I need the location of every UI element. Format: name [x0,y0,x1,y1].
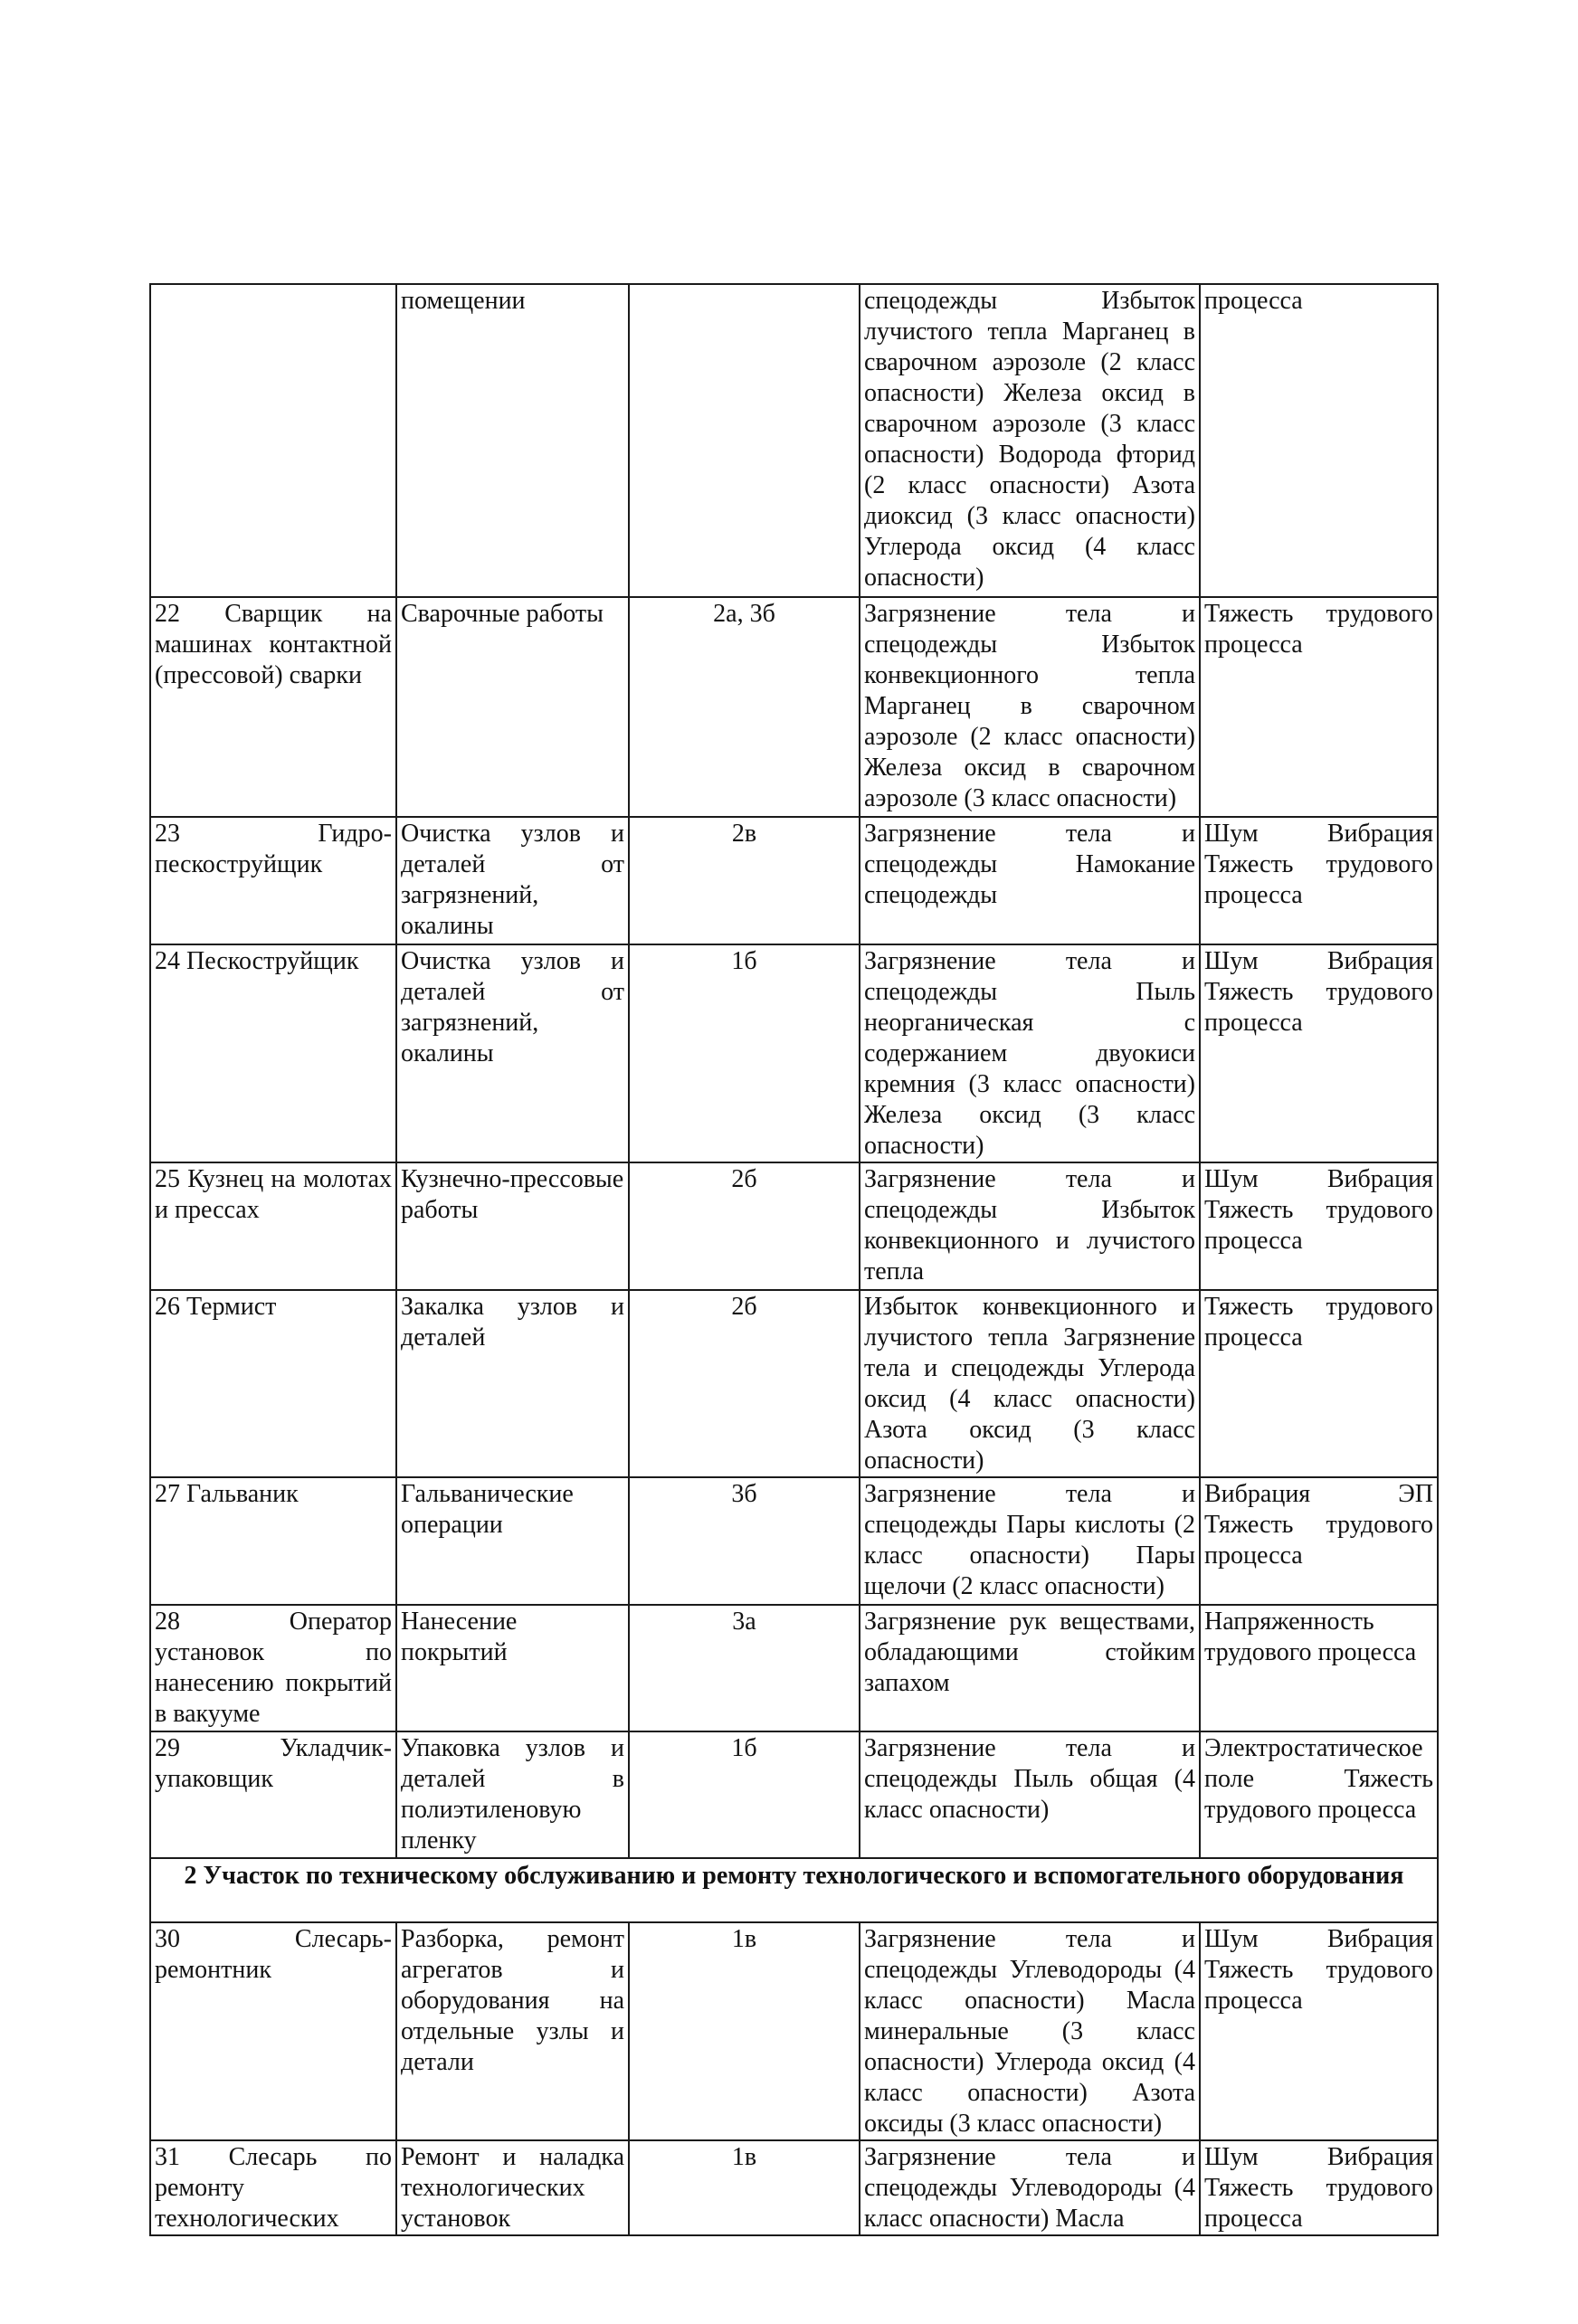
process-cell: Шум Вибрация Тяжесть трудового процесса [1200,817,1438,944]
work-cell: Закалка узлов и деталей [396,1290,629,1477]
factors-cell: Загрязнение тела и спецодежды Углеводороды (4 класс опасности) Масла минеральные (3 класс опасности) Углерода оксид (4 класс опасности) Азота оксиды (3 класс опасности) [860,1922,1200,2140]
table-row [150,817,1438,944]
work-cell: Очистка узлов и деталей от загрязнений, окалины [396,817,629,944]
code-cell [629,284,860,597]
process-cell: Шум Вибрация Тяжесть трудового процесса [1200,1162,1438,1290]
section-header-row [150,1858,1438,1922]
code-cell: 1б [629,1731,860,1858]
profession-cell [150,284,396,597]
work-cell: Гальванические операции [396,1477,629,1605]
work-cell: Кузнечно-прессовые работы [396,1162,629,1290]
process-cell: Тяжесть трудового процесса [1200,597,1438,817]
code-cell: 1в [629,2140,860,2235]
factors-cell: Загрязнение тела и спецодежды Пыль общая (4 класс опасности) [860,1731,1200,1858]
profession-cell: 25 Кузнец на молотах и прессах [150,1162,396,1290]
table-row [150,2140,1438,2235]
work-cell: Ремонт и наладка технологических установок [396,2140,629,2235]
factors-cell: Загрязнение тела и спецодежды Углеводороды (4 класс опасности) Масла [860,2140,1200,2235]
process-cell: Шум Вибрация Тяжесть трудового процесса [1200,2140,1438,2235]
factors-cell: спецодежды Избыток лучистого тепла Марганец в сварочном аэрозоле (2 класс опасности) Железа оксид в сварочном аэрозоле (3 класс опасности) Водорода фторид (2 класс опасности) Азота диоксид (3 класс опасности) Углерода оксид (4 класс опасности) [860,284,1200,597]
work-cell: Очистка узлов и деталей от загрязнений, окалины [396,944,629,1162]
profession-cell: 26 Термист [150,1290,396,1477]
process-cell: Электростатическое поле Тяжесть трудового процесса [1200,1731,1438,1858]
process-cell: Шум Вибрация Тяжесть трудового процесса [1200,944,1438,1162]
process-cell: Шум Вибрация Тяжесть трудового процесса [1200,1922,1438,2140]
code-cell: 2в [629,817,860,944]
process-cell: Напряженность трудового процесса [1200,1605,1438,1731]
code-cell: 1в [629,1922,860,2140]
factors-cell: Загрязнение тела и спецодежды Пары кислоты (2 класс опасности) Пары щелочи (2 класс опасности) [860,1477,1200,1605]
profession-cell: 28 Оператор установок по нанесению покрытий в вакууме [150,1605,396,1731]
process-cell: Вибрация ЭП Тяжесть трудового процесса [1200,1477,1438,1605]
section-title: 2 Участок по техническому обслуживанию и ремонту технологического и вспомогательного оборудования [150,1858,1438,1922]
code-cell: 2б [629,1162,860,1290]
table-row [150,1731,1438,1858]
profession-cell: 24 Пескоструйщик [150,944,396,1162]
code-cell: 2а, 3б [629,597,860,817]
table-row [150,284,1438,597]
work-cell: Разборка, ремонт агрегатов и оборудования на отдельные узлы и детали [396,1922,629,2140]
work-cell: Упаковка узлов и деталей в полиэтиленовую пленку [396,1731,629,1858]
profession-cell: 22 Сварщик на машинах контактной (прессовой) сварки [150,597,396,817]
profession-cell: 31 Слесарь по ремонту технологических [150,2140,396,2235]
profession-cell: 27 Гальваник [150,1477,396,1605]
code-cell: 3а [629,1605,860,1731]
factors-cell: Избыток конвекционного и лучистого тепла Загрязнение тела и спецодежды Углерода оксид (4 класс опасности) Азота оксид (3 класс опасности) [860,1290,1200,1477]
table-row [150,1162,1438,1290]
table-row [150,1477,1438,1605]
table-row [150,1922,1438,2140]
factors-cell: Загрязнение тела и спецодежды Пыль неорганическая с содержанием двуокиси кремния (3 класс опасности) Железа оксид (3 класс опасности) [860,944,1200,1162]
table-row [150,1605,1438,1731]
process-cell: процесса [1200,284,1438,597]
code-cell: 2б [629,1290,860,1477]
work-cell: Нанесение покрытий [396,1605,629,1731]
table-row [150,944,1438,1162]
factors-cell: Загрязнение тела и спецодежды Избыток конвекционного тепла Марганец в сварочном аэрозоле (2 класс опасности) Железа оксид в сварочном аэрозоле (3 класс опасности) [860,597,1200,817]
table-row [150,597,1438,817]
factors-cell: Загрязнение тела и спецодежды Избыток конвекционного и лучистого тепла [860,1162,1200,1290]
table-row [150,1290,1438,1477]
profession-cell: 30 Слесарь-ремонтник [150,1922,396,2140]
code-cell: 3б [629,1477,860,1605]
work-cell: помещении [396,284,629,597]
profession-cell: 29 Укладчик-упаковщик [150,1731,396,1858]
factors-cell: Загрязнение рук веществами, обладающими стойким запахом [860,1605,1200,1731]
work-cell: Сварочные работы [396,597,629,817]
document-table [149,283,1439,2236]
factors-cell: Загрязнение тела и спецодежды Намокание спецодежды [860,817,1200,944]
process-cell: Тяжесть трудового процесса [1200,1290,1438,1477]
profession-cell: 23 Гидро-пескоструйщик [150,817,396,944]
code-cell: 1б [629,944,860,1162]
